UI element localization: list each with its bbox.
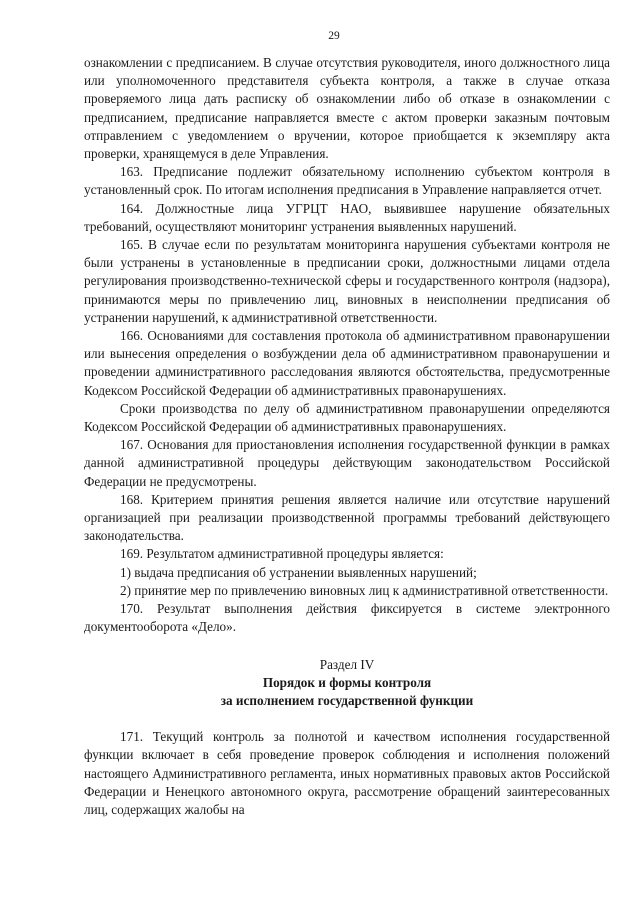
spacer [84,710,610,728]
paragraph-164: 164. Должностные лица УГРЦТ НАО, выявившее нарушение обязательных требований, осуществляют мониторинг устранения выявленных нарушений. [84,200,610,234]
list-item-1: 1) выдача предписания об устранении выявленных нарушений; [120,564,477,580]
paragraph-165: 165. В случае если по результатам мониторинга нарушения субъектами контроля не были устранены в установленные в предписании сроки, должностными лицами отдела регулирования производственно-технической сферы и государственного контроля (надзора), принимаются меры по привлечению лиц, виновных в неисполнении предписания об устранении нарушений, к административной ответственности. [84,237,610,325]
paragraph-163: 163. Предписание подлежит обязательному исполнению субъектом контроля в установленный срок. По итогам исполнения предписания в Управление направляется отчет. [84,164,610,198]
paragraph-169: 169. Результатом административной процедуры является: [120,546,444,562]
paragraph-170: 170. Результат выполнения действия фиксируется в системе электронного документооборота «Дело». [84,601,610,635]
page-number: 29 [328,30,340,42]
section-title-line-1: Порядок и формы контроля [262,674,432,690]
document-body [84,54,610,819]
list-item-2: 2) принятие мер по привлечению виновных лиц к административной ответственности. [120,582,609,598]
paragraph-166: 166. Основаниями для составления протокола об административном правонарушении или вынесения определения о возбуждении дела об административном правонарушении и проведении административного расследования являются обстоятельства, предусмотренные Кодексом Российской Федерации об административных правонарушениях. [84,328,610,398]
paragraph-continuation: ознакомлении с предписанием. В случае отсутствия руководителя, иного должностного лица или уполномоченного представителя субъекта контроля, а также в случае отказа проверяемого лица дать расписку об ознакомлении либо об отказе в ознакомлении с предписанием, предписание направляется вместе с актом проверки заказным почтовым отправлением с уведомлением о вручении, которое приобщается к экземпляру акта проверки, хранящемуся в деле Управления. [84,55,610,162]
paragraph-168: 168. Критерием принятия решения является наличие или отсутствие нарушений организацией при реализации производственной программы требований действующего законодательства. [84,491,610,544]
paragraph-166-terms: Сроки производства по делу об административном правонарушении определяются Кодексом Российской Федерации об административных правонарушениях. [84,400,610,435]
section-label: Раздел IV [319,656,375,672]
paragraph-171: 171. Текущий контроль за полнотой и качеством исполнения государственной функции включает в себя проведение проверок соблюдения и исполнения положений настоящего Административного регламента, иных нормативных правовых актов Российской Федерации и Ненецкого автономного округа, рассмотрение обращений заинтересованных лиц, содержащих жалобы на [84,729,610,817]
paragraph-167: 167. Основания для приостановления исполнения государственной функции в рамках данной административной процедуры действующим законодательством Российской Федерации не предусмотрены. [84,437,610,489]
section-title-line-2: за исполнением государственной функции [220,692,474,708]
